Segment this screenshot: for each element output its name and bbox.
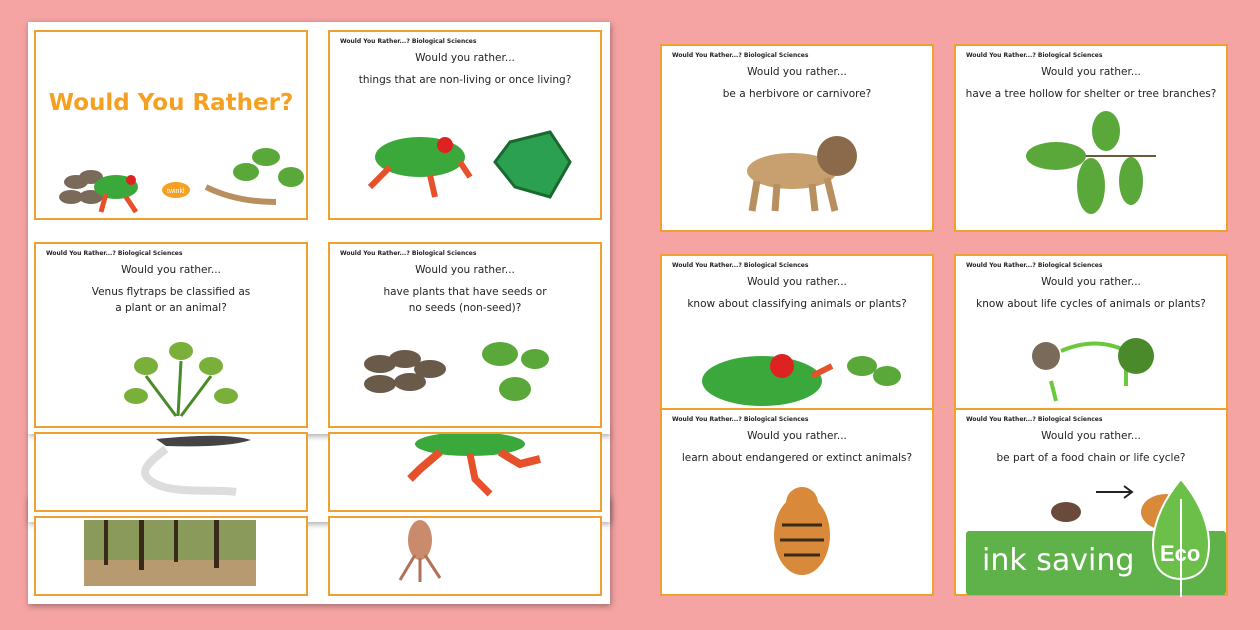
frog-gem-art: [350, 117, 590, 217]
card-header: Would You Rather...? Biological Sciences: [966, 262, 1103, 269]
card-prompt: Would you rather...: [415, 264, 515, 276]
ink-saving-badge: [966, 531, 1226, 595]
card-prompt: Would you rather...: [747, 430, 847, 442]
card-prompt: Would you rather...: [121, 264, 221, 276]
peek-card-squid: [328, 516, 602, 596]
cover-art: [46, 142, 306, 217]
frog-legs-art: [380, 434, 560, 504]
squid-art: [380, 520, 480, 586]
card-header: Would You Rather...? Biological Sciences: [340, 250, 477, 257]
tiger-art: [752, 485, 852, 590]
seeds-leaf-art: [350, 334, 590, 424]
card-prompt: Would you rather...: [1041, 276, 1141, 288]
card-header: Would You Rather...? Biological Sciences: [340, 38, 477, 45]
eco-leaf-icon: [1146, 479, 1216, 599]
lion-art: [727, 126, 877, 226]
card-header: Would You Rather...? Biological Sciences: [46, 250, 183, 257]
twinkl-logo: twinkl: [167, 188, 185, 195]
tree-branch-art: [1016, 111, 1166, 226]
card-question: be part of a food chain or life cycle?: [996, 452, 1186, 464]
ink-saving-text: ink saving: [982, 543, 1135, 578]
card-header: Would You Rather...? Biological Sciences: [966, 52, 1103, 59]
card-header: Would You Rather...? Biological Sciences: [672, 416, 809, 423]
card-prompt: Would you rather...: [747, 66, 847, 78]
card-header: Would You Rather...? Biological Sciences: [672, 52, 809, 59]
card-question: things that are non-living or once living?: [358, 74, 572, 86]
cover-title: Would You Rather?: [48, 90, 294, 116]
card-prompt: Would you rather...: [747, 276, 847, 288]
card-question: know about life cycles of animals or plants?: [976, 298, 1206, 310]
card-prompt: Would you rather...: [1041, 430, 1141, 442]
card-header: Would You Rather...? Biological Sciences: [672, 262, 809, 269]
card-herbivore[interactable]: [660, 44, 934, 232]
card-question: learn about endangered or extinct animals?: [681, 452, 913, 464]
card-prompt: Would you rather...: [415, 52, 515, 64]
card-seeds[interactable]: [328, 242, 602, 428]
card-classify[interactable]: [660, 254, 934, 434]
card-venus[interactable]: [34, 242, 308, 428]
frog-leaf-art: [682, 336, 922, 406]
card-endangered[interactable]: [660, 408, 934, 596]
card-question: have a tree hollow for shelter or tree branches?: [965, 88, 1217, 100]
peek-card-frog: [328, 432, 602, 512]
card-tree[interactable]: [954, 44, 1228, 232]
card-question: Venus flytraps be classified as a plant or an animal?: [91, 286, 251, 314]
card-question: be a herbivore or carnivore?: [722, 88, 872, 100]
peek-card-forest: [34, 516, 308, 596]
card-question: know about classifying animals or plants?: [687, 298, 907, 310]
card-header: Would You Rather...? Biological Sciences: [966, 416, 1103, 423]
card-question: have plants that have seeds or no seeds (non-seed)?: [383, 286, 547, 314]
venus-flytrap-art: [116, 336, 246, 426]
worm-art: [86, 434, 286, 504]
forest-art: [84, 520, 256, 586]
card-prompt: Would you rather...: [1041, 66, 1141, 78]
peek-card-worm: [34, 432, 308, 512]
lifecycle-art: [1026, 336, 1156, 406]
card-nonliving[interactable]: [328, 30, 602, 220]
eco-label: Eco: [1160, 541, 1201, 566]
cover-card[interactable]: [34, 30, 308, 220]
card-lifecycles[interactable]: [954, 254, 1228, 434]
